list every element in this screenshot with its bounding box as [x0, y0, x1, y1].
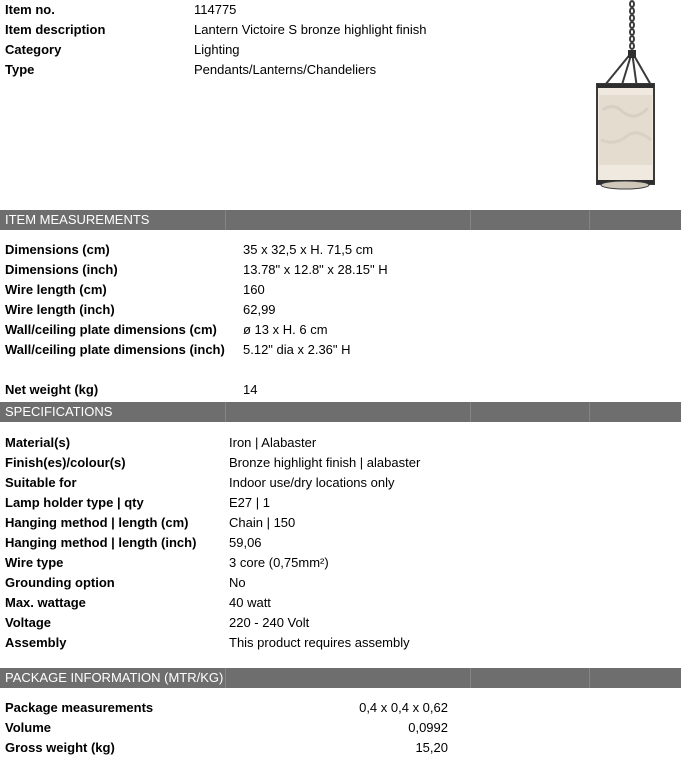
- package-information-header: [0, 668, 681, 688]
- wire-type-label: Wire type: [5, 555, 64, 570]
- gross-weight-value: 15,20: [415, 740, 448, 755]
- net-weight-label: Net weight (kg): [5, 382, 99, 397]
- wire-length-inch-label: Wire length (inch): [5, 302, 115, 317]
- finish-label: Finish(es)/colour(s): [5, 455, 126, 470]
- volume-label: Volume: [5, 720, 51, 735]
- item-no-value: 114775: [194, 2, 237, 17]
- suitable-for-label: Suitable for: [5, 475, 77, 490]
- hanging-inch-value: 59,06: [229, 535, 262, 550]
- package-row: [5, 698, 681, 718]
- category-label: Category: [5, 42, 62, 57]
- item-description-label: Item description: [5, 22, 106, 37]
- package-measurements-value: 0,4 x 0,4 x 0,62: [359, 700, 448, 715]
- dimensions-inch-value: 13.78" x 12.8" x 28.15" H: [243, 262, 388, 277]
- item-no-label: Item no.: [5, 2, 55, 17]
- package-row: [5, 718, 681, 738]
- package-information-title: PACKAGE INFORMATION (MTR/KG): [5, 670, 224, 685]
- volume-value: 0,0992: [408, 720, 448, 735]
- plate-dimensions-inch-label: Wall/ceiling plate dimensions (inch): [5, 342, 225, 357]
- lamp-holder-label: Lamp holder type | qty: [5, 495, 144, 510]
- package-measurements-label: Package measurements: [5, 700, 154, 715]
- hanging-inch-label: Hanging method | length (inch): [5, 535, 197, 550]
- item-measurements-header: [0, 210, 681, 230]
- plate-dimensions-inch-value: 5.12" dia x 2.36" H: [243, 342, 351, 357]
- plate-dimensions-cm-label: Wall/ceiling plate dimensions (cm): [5, 322, 217, 337]
- type-label: Type: [5, 62, 35, 77]
- dimensions-inch-label: Dimensions (inch): [5, 262, 118, 277]
- category-value: Lighting: [194, 42, 240, 57]
- wire-length-cm-value: 160: [243, 282, 265, 297]
- wire-length-inch-value: 62,99: [243, 302, 276, 317]
- finish-value: Bronze highlight finish | alabaster: [229, 455, 421, 470]
- max-wattage-value: 40 watt: [229, 595, 271, 610]
- wire-type-value: 3 core (0,75mm²): [229, 555, 329, 570]
- hanging-cm-label: Hanging method | length (cm): [5, 515, 189, 530]
- specifications-header: [0, 402, 681, 422]
- item-description-value: Lantern Victoire S bronze highlight finish: [194, 22, 427, 37]
- materials-label: Material(s): [5, 435, 71, 450]
- voltage-value: 220 - 240 Volt: [229, 615, 310, 630]
- plate-dimensions-cm-value: ø 13 x H. 6 cm: [243, 322, 328, 337]
- materials-value: Iron | Alabaster: [229, 435, 317, 450]
- specifications-title: SPECIFICATIONS: [5, 404, 113, 419]
- type-value: Pendants/Lanterns/Chandeliers: [194, 62, 377, 77]
- lantern-product-image: [585, 0, 655, 195]
- lamp-holder-value: E27 | 1: [229, 495, 270, 510]
- item-measurements-title: ITEM MEASUREMENTS: [5, 212, 150, 227]
- voltage-label: Voltage: [5, 615, 51, 630]
- package-row: [5, 738, 681, 758]
- gross-weight-label: Gross weight (kg): [5, 740, 115, 755]
- max-wattage-label: Max. wattage: [5, 595, 86, 610]
- wire-length-cm-label: Wire length (cm): [5, 282, 107, 297]
- assembly-value: This product requires assembly: [229, 635, 410, 650]
- assembly-label: Assembly: [5, 635, 67, 650]
- net-weight-value: 14: [243, 382, 258, 397]
- suitable-for-value: Indoor use/dry locations only: [229, 475, 395, 490]
- hanging-cm-value: Chain | 150: [229, 515, 296, 530]
- grounding-value: No: [229, 575, 246, 590]
- dimensions-cm-value: 35 x 32,5 x H. 71,5 cm: [243, 242, 374, 257]
- grounding-label: Grounding option: [5, 575, 115, 590]
- dimensions-cm-label: Dimensions (cm): [5, 242, 110, 257]
